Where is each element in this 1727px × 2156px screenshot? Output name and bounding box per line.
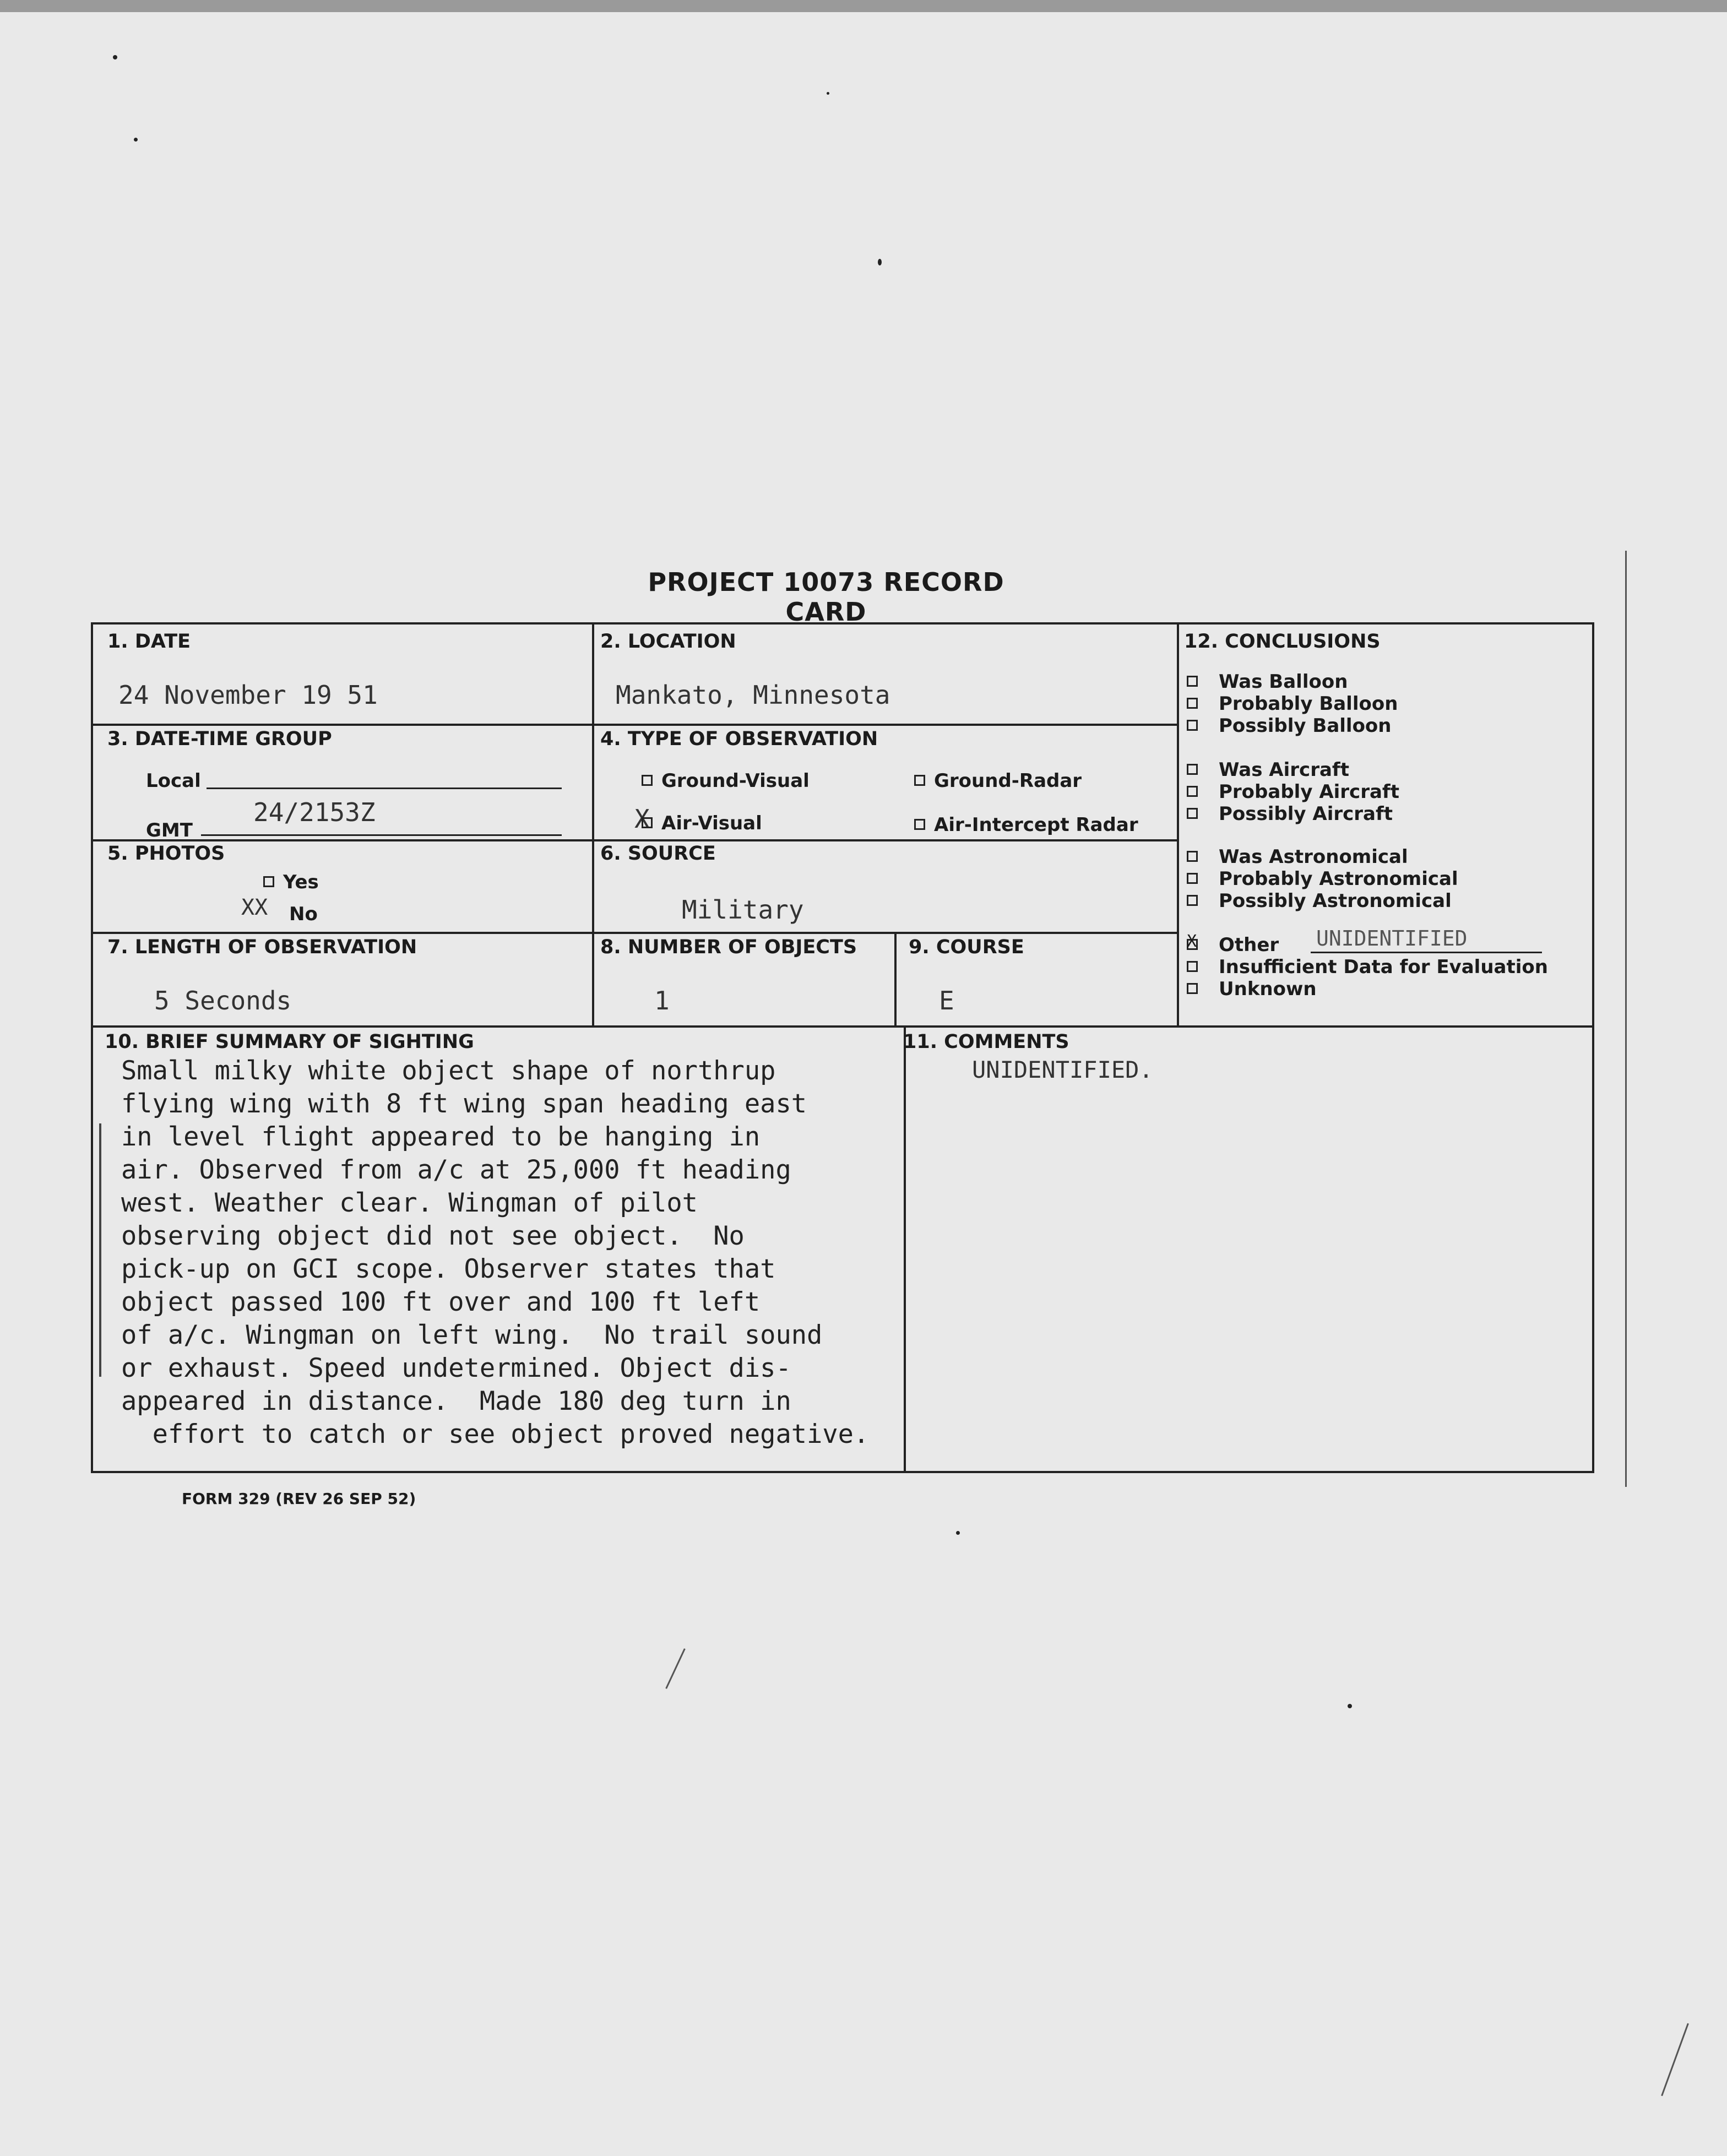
checkbox (1187, 895, 1198, 906)
photos-label: 5. PHOTOS (107, 843, 225, 865)
divider (93, 839, 1177, 841)
local-label: Local (146, 770, 201, 792)
checkbox (1187, 808, 1198, 819)
divider (93, 724, 1177, 726)
margin-mark (99, 1123, 101, 1377)
dust-speck (827, 92, 829, 95)
checkbox (914, 775, 925, 786)
gmt-value: 24/2153Z (253, 797, 376, 827)
form-id: FORM 329 (REV 26 SEP 52) (182, 1490, 416, 1508)
divider (93, 932, 1177, 934)
source-label: 6. SOURCE (600, 843, 716, 865)
local-underline (207, 788, 562, 789)
location-value: Mankato, Minnesota (616, 680, 890, 710)
other-mark: X (1187, 931, 1197, 951)
divider (592, 624, 594, 1027)
checkbox (1187, 676, 1198, 687)
conclusion-insufficient-data: Insufficient Data for Evaluation (1187, 956, 1548, 978)
option-ground-visual: Ground-Visual (642, 770, 810, 792)
comments-label: 11. COMMENTS (903, 1031, 1069, 1053)
comments-value: UNIDENTIFIED. (972, 1056, 1153, 1083)
gmt-underline (201, 834, 562, 836)
dust-speck (878, 259, 882, 265)
checkbox (1187, 764, 1198, 775)
summary-label: 10. BRIEF SUMMARY OF SIGHTING (105, 1031, 474, 1053)
card-title: PROJECT 10073 RECORD CARD (648, 567, 1004, 627)
photos-no: No (289, 903, 318, 925)
checkbox (1187, 961, 1198, 972)
checkbox (1187, 873, 1198, 884)
divider (93, 1025, 1594, 1028)
conclusion-was-astronomical: Was Astronomical (1187, 846, 1408, 868)
conclusion-possibly-balloon: Possibly Balloon (1187, 715, 1392, 737)
dust-speck (1348, 1704, 1352, 1708)
conclusion-possibly-aircraft: Possibly Aircraft (1187, 803, 1393, 825)
photos-yes: Yes (263, 871, 319, 893)
dust-speck (134, 138, 138, 142)
air-visual-mark: X (634, 804, 650, 834)
checkbox (642, 817, 653, 828)
checkbox (642, 775, 653, 786)
photos-no-mark: XX (241, 895, 268, 920)
checkbox (914, 819, 925, 830)
location-label: 2. LOCATION (600, 631, 736, 653)
length-value: 5 Seconds (154, 986, 292, 1015)
checkbox (1187, 983, 1198, 994)
divider (1177, 624, 1179, 1027)
course-label: 9. COURSE (909, 936, 1024, 958)
option-ground-radar: Ground-Radar (914, 770, 1082, 792)
dust-speck (956, 1531, 960, 1535)
objects-label: 8. NUMBER OF OBJECTS (600, 936, 857, 958)
summary-text: Small milky white object shape of northrup flying wing with 8 ft wing span heading east in level flight appeared to be hanging in air. Observed from a/c at 25,000 ft heading west. Weather clear. Wingman of pilot observing object did not see object. No pick-up on GCI scope. Observer states that object passed 100 ft over and 100 ft left of a/c. Wingman on left wing. No trail sound or exhaust. Speed undetermined. Object dis- appeared in distance. Made 180 deg turn in effort to catch or see object proved negative. (121, 1056, 870, 1449)
conclusion-other: X Other (1187, 931, 1279, 956)
checkbox (1187, 698, 1198, 709)
pencil-mark (665, 1648, 686, 1689)
date-time-group-label: 3. DATE-TIME GROUP (107, 728, 332, 750)
checkbox (1187, 720, 1198, 731)
conclusion-probably-balloon: Probably Balloon (1187, 693, 1398, 715)
source-value: Military (682, 895, 804, 925)
length-label: 7. LENGTH OF OBSERVATION (107, 936, 417, 958)
option-air-intercept-radar: Air-Intercept Radar (914, 814, 1138, 836)
checkbox (263, 876, 274, 887)
date-label: 1. DATE (107, 631, 191, 653)
other-underline (1311, 952, 1542, 953)
course-value: E (939, 986, 954, 1015)
checkbox (1187, 851, 1198, 862)
conclusion-was-balloon: Was Balloon (1187, 671, 1348, 693)
scan-top-edge (0, 0, 1727, 12)
checkbox (1187, 786, 1198, 797)
conclusion-probably-astronomical: Probably Astronomical (1187, 868, 1458, 890)
date-value: 24 November 19 51 (118, 680, 378, 710)
dust-speck (113, 55, 117, 59)
scan-edge-line (1625, 551, 1627, 1487)
conclusion-was-aircraft: Was Aircraft (1187, 759, 1349, 781)
other-value: UNIDENTIFIED (1316, 926, 1468, 951)
checkbox (1187, 931, 1198, 951)
conclusion-unknown: Unknown (1187, 978, 1317, 1000)
gmt-label: GMT (146, 819, 193, 841)
conclusions-label: 12. CONCLUSIONS (1184, 631, 1381, 653)
observation-type-label: 4. TYPE OF OBSERVATION (600, 728, 878, 750)
conclusion-probably-aircraft: Probably Aircraft (1187, 781, 1399, 803)
objects-value: 1 (654, 986, 670, 1015)
option-air-visual: Air-Visual (642, 812, 762, 834)
divider (894, 932, 897, 1027)
pencil-mark (1661, 2023, 1689, 2097)
conclusion-possibly-astronomical: Possibly Astronomical (1187, 890, 1452, 912)
